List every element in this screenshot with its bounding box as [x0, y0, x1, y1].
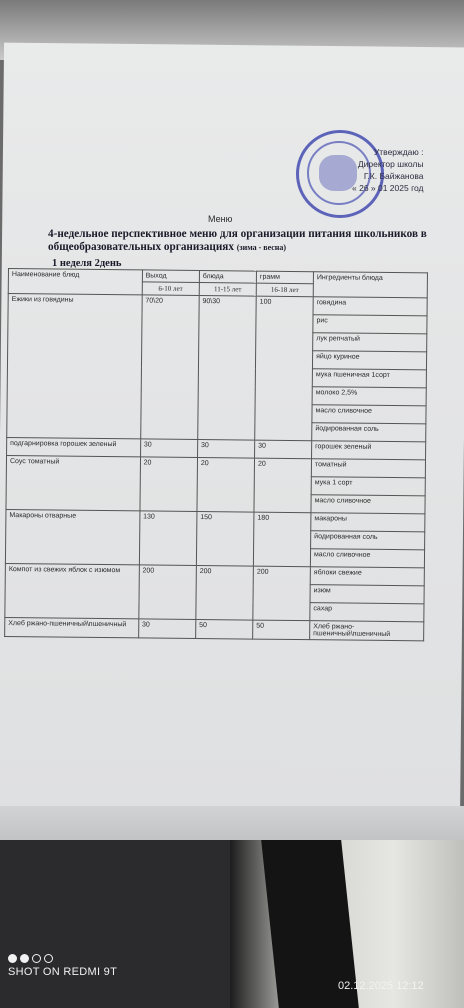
- yield-16-18-cell: 180: [253, 512, 311, 567]
- header-gram: грамм: [256, 271, 313, 284]
- yield-11-15-cell: 50: [196, 619, 253, 639]
- ingredient-cell: рис: [313, 315, 427, 334]
- yield-11-15-cell: 30: [197, 439, 254, 458]
- header-dish: блюда: [199, 271, 256, 284]
- yield-11-15-cell: 90\30: [198, 296, 257, 441]
- ingredient-cell: лук репчатый: [313, 333, 427, 352]
- dish-name-cell: Хлеб ржано-пшеничный\пшеничный: [5, 617, 139, 637]
- ingredient-cell: томатный: [311, 459, 425, 478]
- header-age-6-10: 6-10 лет: [142, 282, 199, 296]
- ingredient-cell: мука 1 сорт: [311, 477, 425, 496]
- menu-table: [4, 268, 428, 641]
- yield-16-18-cell: 30: [255, 440, 312, 459]
- table-row: [5, 563, 424, 585]
- yield-11-15-cell: 20: [197, 457, 255, 512]
- ingredient-cell: сахар: [310, 603, 424, 622]
- approval-line-3: Г.К. Байжанова: [363, 171, 424, 181]
- photo-datetime: 02.12.2025 12:12: [338, 980, 424, 992]
- yield-6-10-cell: 130: [139, 511, 197, 566]
- ingredient-cell: яйцо куриное: [312, 351, 426, 370]
- title-text: 4-недельное перспективное меню для организации питания школьников в общеобразовательных организациях: [48, 228, 427, 253]
- table-row: [8, 294, 427, 316]
- ingredient-cell: масло сливочное: [310, 549, 424, 568]
- approval-line-1: Утверждаю :: [373, 147, 424, 157]
- yield-6-10-cell: 20: [140, 457, 198, 512]
- header-age-16-18: 16-18 лет: [256, 283, 313, 297]
- menu-heading: Меню: [208, 214, 233, 224]
- yield-16-18-cell: 20: [254, 458, 312, 513]
- yield-6-10-cell: 30: [138, 619, 195, 639]
- header-age-11-15: 11-15 лет: [199, 283, 256, 297]
- yield-6-10-cell: 70\20: [140, 295, 199, 440]
- ingredient-cell: яблоки свежие: [310, 567, 424, 586]
- yield-6-10-cell: 200: [139, 565, 197, 620]
- table-row: [5, 617, 424, 640]
- ingredient-cell: йодированная соль: [312, 423, 426, 442]
- ingredient-cell: говядина: [313, 297, 427, 316]
- table-row: [6, 509, 425, 531]
- ingredient-cell: изюм: [310, 585, 424, 604]
- dish-name-cell: Соус томатный: [6, 455, 140, 510]
- menu-table-body: [5, 294, 428, 641]
- camera-watermark: SHOT ON REDMI 9T: [8, 966, 118, 978]
- dot-icon: [8, 954, 17, 963]
- yield-16-18-cell: 50: [253, 620, 310, 640]
- ingredient-cell: макароны: [311, 513, 425, 532]
- dish-name-cell: подгарнировка горошек зеленый: [7, 437, 141, 456]
- dot-icon: [20, 954, 29, 963]
- yield-16-18-cell: 200: [253, 566, 311, 621]
- yield-16-18-cell: 100: [255, 296, 313, 441]
- header-ingredients: Ингредиенты блюда: [313, 272, 427, 298]
- ingredient-cell: молоко 2,5%: [312, 387, 426, 406]
- table-row: [6, 455, 425, 477]
- header-yield: Выход: [142, 270, 199, 283]
- dish-name-cell: Компот из свежих яблок с изюмом: [5, 563, 139, 618]
- dot-outline-icon: [32, 954, 41, 963]
- approval-line-2: Директор школы: [357, 159, 424, 169]
- season-text: (зима - весна): [236, 242, 287, 252]
- dish-name-cell: Ежики из говядины: [7, 294, 142, 439]
- ingredient-cell: мука пшеничная 1сорт: [312, 369, 426, 388]
- week-day-label: 1 неделя 2день: [52, 258, 122, 269]
- approval-block: [352, 146, 424, 194]
- ingredient-cell: масло сливочное: [312, 405, 426, 424]
- fabric-surface: [0, 840, 250, 1008]
- dish-name-cell: Макароны отварные: [5, 509, 139, 564]
- ingredient-cell: йодированная соль: [311, 531, 425, 550]
- ingredient-cell: Хлеб ржано-пшеничный\пшеничный: [310, 621, 424, 641]
- yield-11-15-cell: 200: [196, 565, 254, 620]
- dot-outline-icon: [44, 954, 53, 963]
- document-title: [48, 228, 438, 254]
- ingredient-cell: масло сливочное: [311, 495, 425, 514]
- yield-11-15-cell: 150: [196, 511, 254, 566]
- ingredient-cell: горошек зеленый: [312, 441, 426, 460]
- yield-6-10-cell: 30: [140, 439, 197, 458]
- approval-line-4: « 26 » 01 2025 год: [352, 183, 424, 193]
- header-name: Наименование блюд: [8, 269, 142, 295]
